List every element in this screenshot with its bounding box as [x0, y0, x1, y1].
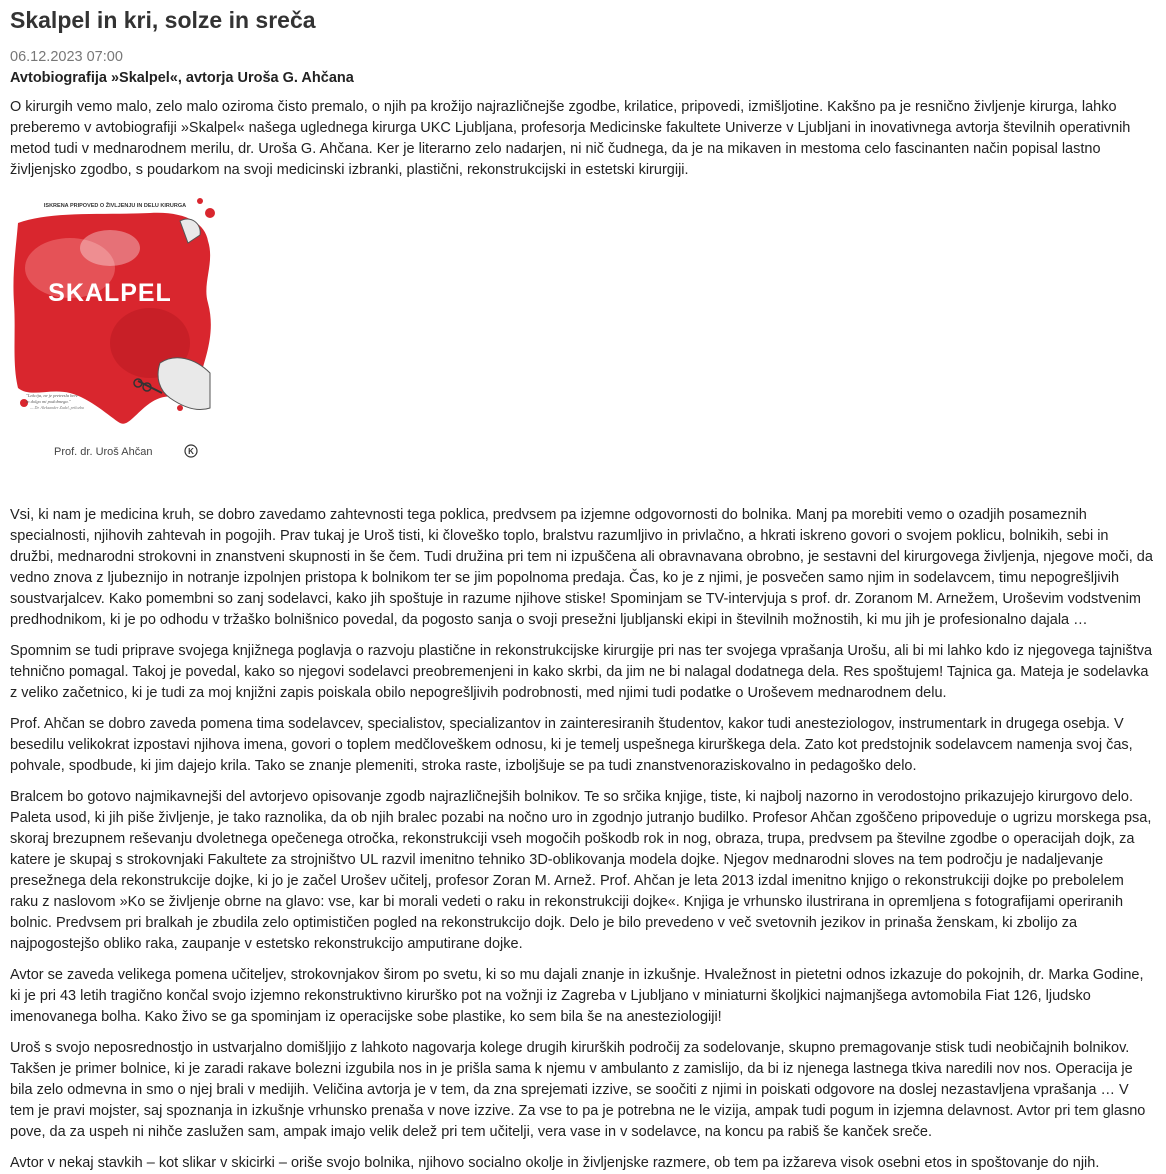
article-paragraph: Prof. Ahčan se dobro zaveda pomena tima sodelavcev, specialistov, specializantov in zainteresiranih študentov, kakor tudi anesteziologov, instrumentark in drugega osebja. V besedilu velikokrat izpostavi njihova imena, govori o toplem medčloveškem odnosu, ki je temelj uspešnega kirurškega dela. Zato kot predstojnik sodelavcem namenja svoj čas, pohvale, spodbude, ki jim dajejo krila. Tako se znanje plemeniti, stroka raste, izboljšuje se pa tudi znanstvenoraziskovalno in pedagoško delo.	[10, 716, 1133, 774]
cover-quote-line-1: "Lekcija, ne je pretresla bere	[26, 393, 78, 398]
cover-book-title: SKALPEL	[48, 279, 172, 307]
article-title: Skalpel in kri, solze in sreča	[10, 7, 316, 33]
article-paragraph: Vsi, ki nam je medicina kruh, se dobro zavedamo zahtevnosti tega poklica, predvsem pa izjemne odgovornosti do bolnika. Manj pa morebiti vemo o ozadjih posameznih specialnosti, njihovih zahtevah in pogojih. Prav tukaj je Uroš tisti, ki človeško toplo, bralstvu razumljivo in privlačno, a hkrati iskreno govori o svojem poklicu, bolnikih, sebi in družbi, mednarodni strokovni in znanstveni skupnosti in še čem. Tudi družina pri tem ni izpuščena ali obravnavana obrobno, je sestavni del kirurgovega življenja, njegove moči, da vedno znova z ljubeznijo in notranje izpolnjen pristopa k bolnikom ter se jim popolnoma predaja. Čas, ko je z njimi, je posvečen samo njim in sodelavcem, timu nepogrešljivih soustvarjalcev. Kako pomembni so zanj sodelavci, kako jih spoštuje in razume njihove stiske! Spominjam se TV-intervjuja s prof. dr. Zoranom M. Arnežem, Uroševim vodstvenim predhodnikom, ki je po odhodu v tržaško bolnišnico povedal, da pogosto sanja o svoji presežni ljubljanski ekipi in številnih možnostih, ki mu jih je profesionalno dajala …	[10, 507, 1153, 628]
book-cover-illustration	[10, 193, 220, 483]
article-subtitle: Avtobiografija »Skalpel«, avtorja Uroša G. Ahčana	[10, 70, 354, 86]
publisher-mark: K	[188, 447, 194, 456]
book-cover	[10, 193, 220, 483]
article-paragraph: Avtor se zaveda velikega pomena učiteljev, strokovnjakov širom po svetu, ki so mu dajali znanje in izkušnje. Hvaležnost in pietetni odnos izkazuje do pokojnih, dr. Marka Godine, ki je pri 43 letih tragično končal svojo izjemno rekonstruktivno kirurško pot na vožnji iz Zagreba v Ljubljano v miniaturni školjkici najmanjšega avtomobila Fiat 126, ljudsko imenovanega bolha. Kako živo se ga spominjam iz operacijske sobe plastike, ko sem bila še na anesteziologiji!	[10, 967, 1144, 1025]
article-paragraph: Spomnim se tudi priprave svojega knjižnega poglavja o razvoju plastične in rekonstrukcijske kirurgije pri nas ter svojega vprašanja Urošu, ali bi mi lahko kdo iz njegovega tajništva tehnično pomagal. Takoj je povedal, kako so njegovi sodelavci preobremenjeni in kako skrbi, da jim ne bi nalagal dodatnega dela. Res spoštujem! Tajnica ga. Mateja je sodelavka z veliko začetnico, ki je tudi za moj knjižni zapis poiskala obilo nepogrešljivih podrobnosti, med njimi tudi podatke o Uroševem mednarodnem delu.	[10, 643, 1153, 701]
article-paragraph: Avtor v nekaj stavkih – kot slikar v skicirki – oriše svojo bolnika, njihovo socialno okolje in življenjske razmere, ob tem pa izžareva visok osebni etos in spoštovanje do njih.	[10, 1155, 1100, 1171]
article-intro: O kirurgih vemo malo, zelo malo oziroma čisto premalo, o njih pa krožijo najrazličnejše zgodbe, krilatice, pripovedi, izmišljotine. Kakšno pa je resnično življenje kirurga, lahko preberemo v avtobiografiji »Skalpel« našega uglednega kirurga UKC Ljubljana, profesorja Medicinske fakultete Univerze v Ljubljani in inovativnega avtorja številnih operativnih metod tudi v mednarodnem merilu, dr. Uroša G. Ahčana. Ker je literarno zelo nadarjen, ni nič čudnega, da je na mikaven in mestoma celo fascinanten način popisal lastno življenjsko zgodbo, s poudarkom na svoji medicinski izbranki, plastični, rekonstrukcijski in estetski kirurgiji.	[10, 99, 1131, 178]
cover-tagline: ISKRENA PRIPOVED O ŽIVLJENJU IN DELU KIRURGA	[43, 203, 187, 209]
cover-quote-line-2: in dolgo mi podobnega."	[26, 399, 71, 404]
cover-author: Prof. dr. Uroš Ahčan	[54, 446, 153, 458]
article-paragraph: Bralcem bo gotovo najmikavnejši del avtorjevo opisovanje zgodb najrazličnejših bolnikov. Te so srčika knjige, tiste, ki najbolj nazorno in verodostojno prikazujejo kirurgovo delo. Paleta usod, ki jih piše življenje, je tako raznolika, da ob njih bralec pozabi na nočno uro in zgodnjo jutranjo budilko. Profesor Ahčan zgoščeno pripoveduje o ugrizu morskega psa, skoraj brezupnem reševanju dvoletnega opečenega otročka, rekonstrukciji vseh mogočih poškodb rok in nog, obraza, trupa, predvsem pa številne zgodbe o operacijah dojk, za katere je skupaj s strokovnjaki Fakultete za strojništvo UL razvil imenitno tehniko 3D-oblikovanja modela dojke. Njegov mednarodni sloves na tem področju je nadaljevanje presežnega dela rekonstrukcije dojke, ki jo je začel Urošev učitelj, profesor Zoran M. Arnež. Prof. Ahčan je leta 2013 izdal imenitno knjigo o rekonstrukciji dojke po prebolelem raku z naslovom »Ko se življenje obrne na glavo: vse, kar bi morali vedeti o raku in rekonstrukciji dojke«. Knjiga je vrhunsko ilustrirana in opremljena s fotografijami operiranih bolnic. Predvsem pri bralkah je zbudila zelo optimističen pogled na rekonstrukcijo dojk. Delo je bilo prevedeno v več svetovnih jezikov in prinaša ženskam, ki zbolijo za najpogostejšo obliko raka, zaupanje v estetsko rekonstrukcijo amputirane dojke.	[10, 789, 1152, 952]
article-paragraph: Uroš s svojo neposrednostjo in ustvarjalno domišljijo z lahkoto nagovarja kolege drugih kirurških področij za sodelovanje, skupno premagovanje stisk tudi neobičajnih bolnikov. Takšen je primer bolnice, ki je zaradi rakave bolezni izgubila nos in je prišla sama k njemu v ambulanto z zamislijo, da bi iz njenega lastnega tkiva naredili nov nos. Operacija je bila zelo odmevna in smo o njej brali v medijih. Veličina avtorja je v tem, da zna sprejemati izzive, se soočiti z njimi in poiskati odgovore na doslej nezastavljena vprašanja … V tem je pravi mojster, saj spoznanja in izkušnje vrhunsko prenaša v nove izzive. Za vse to pa je potrebna ne le vizija, ampak tudi pogum in izjemna delavnost. Avtor pri tem glasno pove, da za uspeh ni nihče zaslužen sam, ampak imajo velik delež pri tem učitelji, vera vase in v sodelavce, na koncu pa rabiš še kanček sreče.	[10, 1040, 1146, 1140]
article-date: 06.12.2023 07:00	[10, 49, 123, 65]
cover-quote-attribution: — Dr. Aleksander Zadel, prilozba	[30, 405, 84, 410]
